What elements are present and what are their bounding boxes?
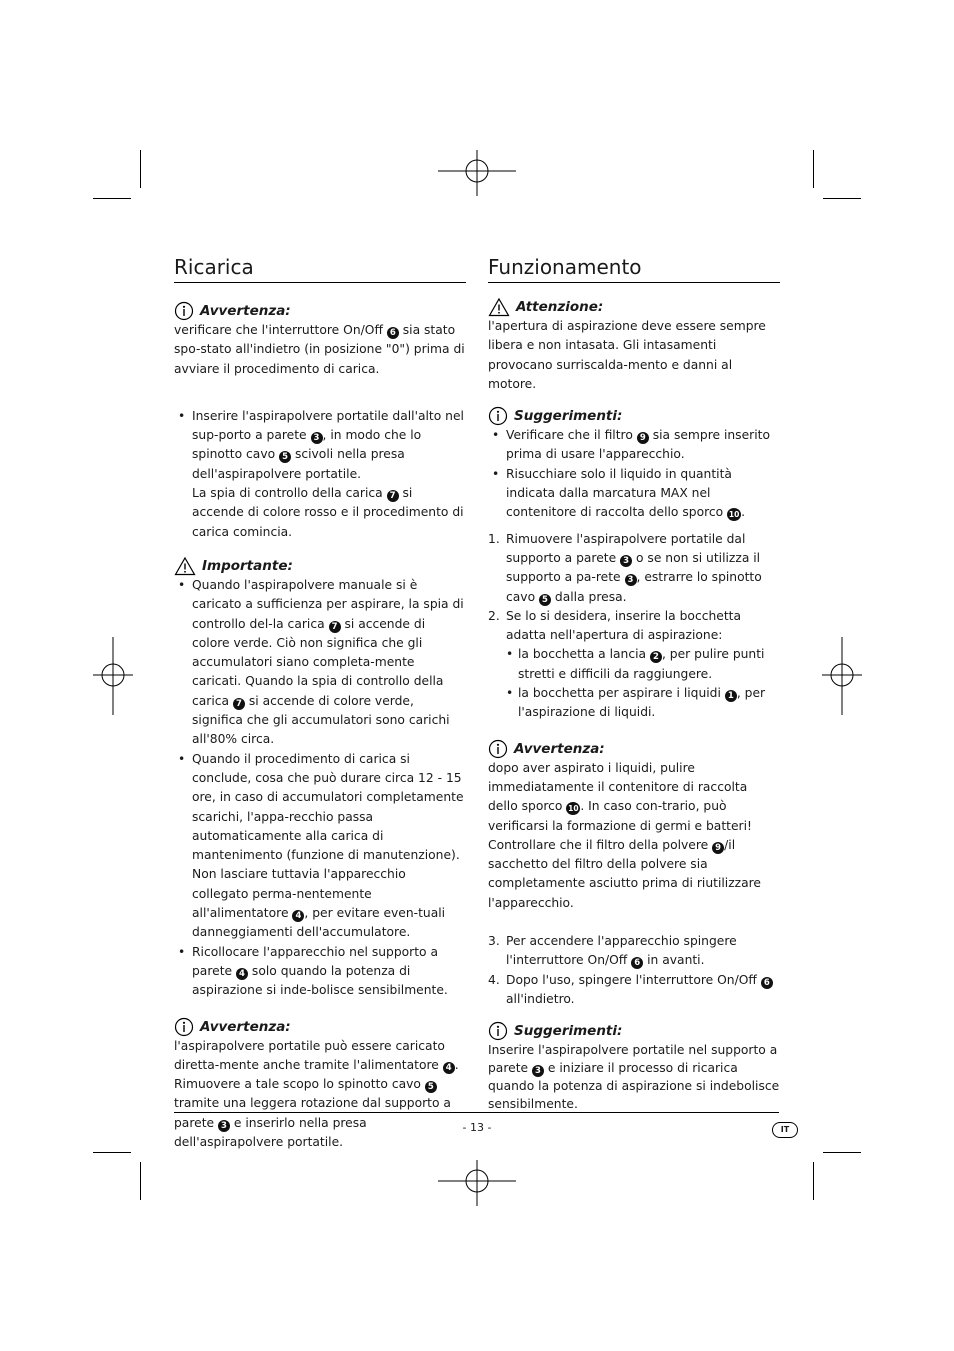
crop-mark	[813, 1162, 814, 1200]
callout-number: 10	[728, 510, 740, 520]
list-item: • la bocchetta a lancia 2 , per pulire punti stretti e difficili da raggiungere.	[506, 647, 765, 681]
crop-mark	[93, 198, 131, 199]
page-number: - 13 -	[462, 1121, 492, 1134]
note-text: verificare che l'interruttore On/Off 6 sia stato spo-stato all'indietro (in posizione "0") prima di avviare il procedimento di carica.	[174, 323, 465, 376]
left-column	[174, 255, 466, 1152]
bullet-list	[174, 407, 466, 542]
crop-mark	[823, 198, 861, 199]
language-badge: IT	[772, 1122, 798, 1138]
note-heading	[174, 301, 466, 321]
callout-number: 7	[387, 490, 399, 502]
list-item: • Ricollocare l'apparecchio nel supporto a parete 4 solo quando la potenza di aspirazione si inde-bolisce sensibilmente.	[178, 944, 448, 998]
list-item: • Quando il procedimento di carica si conclude, cosa che può durare circa 12 - 15 ore, in caso di accumulatori completamente scarichi, l'appa-recchio passa automaticamente alla carica di mantenimento (funzione di manutenzione). Non lasciare tuttavia l'apparecchio collegato perma-nentemente all'alimentatore 4 , per evitare even-tuali danneggiamenti dell'accumulatore.	[178, 751, 464, 940]
list-item: • la bocchetta per aspirare i liquidi 1 , per l'aspirazione di liquidi.	[506, 686, 766, 720]
callout-number: 5	[425, 1081, 437, 1093]
info-icon	[174, 301, 194, 321]
registration-mark-icon	[93, 637, 133, 715]
callout-number: 7	[329, 621, 341, 633]
info-icon	[488, 406, 508, 426]
tips-heading	[488, 1021, 780, 1041]
note-text: dopo aver aspirato i liquidi, pulire immediatamente il contenitore di raccolta dello sporco 10 . In caso con-trario, può verificarsi la formazione di germi e batteri! Controllare che il filtro della polvere 9 /il sacchetto del filtro della polvere sia completamente asciutto prima di riutilizzare l'apparecchio.	[488, 760, 761, 910]
list-item: 2. Se lo si desidera, inserire la bocchetta adatta nell'apertura di aspirazione:	[488, 608, 741, 643]
numbered-list	[488, 530, 780, 723]
crop-mark	[823, 1152, 861, 1153]
crop-mark	[93, 1152, 131, 1153]
callout-number: 3	[625, 574, 637, 586]
bullet-list	[488, 426, 780, 522]
callout-number: 9	[712, 842, 724, 854]
attention-text: l'apertura di aspirazione deve essere sempre libera e non intasata. Gli intasamenti provocano surriscalda-mento e danni al motore.	[488, 319, 766, 391]
tips-text: Inserire l'aspirapolvere portatile nel supporto a parete 3 e iniziare il processo di ricarica quando la potenza di aspirazione si indebolisce sensibilmente.	[488, 1043, 780, 1112]
list-item: • Quando l'aspirapolvere manuale si è caricato a sufficienza per aspirare, la spia di controllo del-la carica 7 si accende di colore verde. Ciò non significa che gli accumulatori siano completa-mente caricati. Quando la spia di controllo della carica 7 si accende di colore verde, significa che gli accumulatori sono carichi all'80% circa.	[178, 577, 464, 747]
callout-number: 3	[620, 555, 632, 567]
registration-mark-icon	[438, 150, 516, 196]
info-icon	[174, 1017, 194, 1037]
bullet-list	[174, 576, 466, 1001]
crop-mark	[140, 150, 141, 188]
crop-mark	[813, 150, 814, 188]
list-item: 1. Rimuovere l'aspirapolvere portatile dal supporto a parete 3 o se non si utilizza il supporto a pa-rete 3 , estrarre lo spinotto cavo 5 dalla presa.	[488, 531, 762, 605]
callout-number: 3	[311, 432, 323, 444]
attention-heading-text: Attenzione:	[516, 299, 604, 315]
callout-number: 6	[631, 957, 643, 969]
list-item: • Verificare che il filtro 9 sia sempre inserito prima di usare l'apparecchio.	[492, 428, 770, 462]
callout-number: 1	[725, 690, 737, 702]
warning-icon	[488, 297, 510, 317]
list-item: 3. Per accendere l'apparecchio spingere l'interruttore On/Off 6 in avanti.	[488, 934, 737, 969]
note-heading-text: Avvertenza:	[200, 303, 291, 319]
callout-number: 5	[539, 594, 551, 606]
right-column	[488, 255, 780, 1113]
numbered-list	[488, 932, 780, 1009]
note-heading	[174, 1017, 466, 1037]
note-heading-text: Avvertenza:	[200, 1018, 291, 1035]
callout-number: 2	[650, 651, 662, 663]
important-heading	[174, 556, 466, 576]
tips-heading-text: Suggerimenti:	[514, 1023, 623, 1040]
section-title: Ricarica	[174, 255, 466, 283]
list-item: 4. Dopo l'uso, spingere l'interruttore On/Off 6 all'indietro.	[488, 971, 780, 1010]
registration-mark-icon	[438, 1160, 516, 1206]
callout-number: 7	[233, 698, 245, 710]
tips-heading	[488, 406, 780, 426]
callout-number: 3	[218, 1120, 230, 1132]
list-item: • Risucchiare solo il liquido in quantità indicata dalla marcatura MAX nel contenitore di raccolta dello sporco 10 .	[492, 466, 746, 520]
callout-number: 6	[761, 977, 773, 989]
note-heading-text: Avvertenza:	[514, 740, 605, 757]
info-icon	[488, 1021, 508, 1041]
list-item: • Inserire l'aspirapolvere portatile dall'alto nel sup-porto a parete 3 , in modo che lo spinotto cavo 5 scivoli nella presa dell'aspirapolvere portatile. La spia di controllo della carica 7 si accende di colore rosso e il procedimento di carica comincia.	[178, 408, 464, 539]
callout-number: 4	[443, 1062, 455, 1074]
callout-number: 4	[236, 968, 248, 980]
callout-number: 4	[292, 910, 304, 922]
tips-heading-text: Suggerimenti:	[514, 408, 623, 425]
crop-mark	[140, 1162, 141, 1200]
warning-icon	[174, 556, 196, 576]
info-icon	[488, 739, 508, 759]
important-heading-text: Importante:	[202, 557, 293, 574]
note-heading	[488, 739, 780, 759]
section-title: Funzionamento	[488, 255, 780, 283]
callout-number: 5	[279, 451, 291, 463]
callout-number: 10	[568, 804, 579, 814]
attention-heading	[488, 297, 780, 317]
callout-number: 3	[532, 1065, 544, 1077]
callout-number: 6	[387, 327, 399, 339]
registration-mark-icon	[822, 637, 862, 715]
note-text: l'aspirapolvere portatile può essere caricato diretta-mente anche tramite l'alimentatore 4 . Rimuovere a tale scopo lo spinotto cavo 5 tramite una leggera rotazione dal supporto a parete 3 e inserirlo nella presa dell'aspirapolvere portatile.	[174, 1038, 459, 1149]
callout-number: 9	[637, 432, 649, 444]
footer-rule	[174, 1112, 779, 1113]
